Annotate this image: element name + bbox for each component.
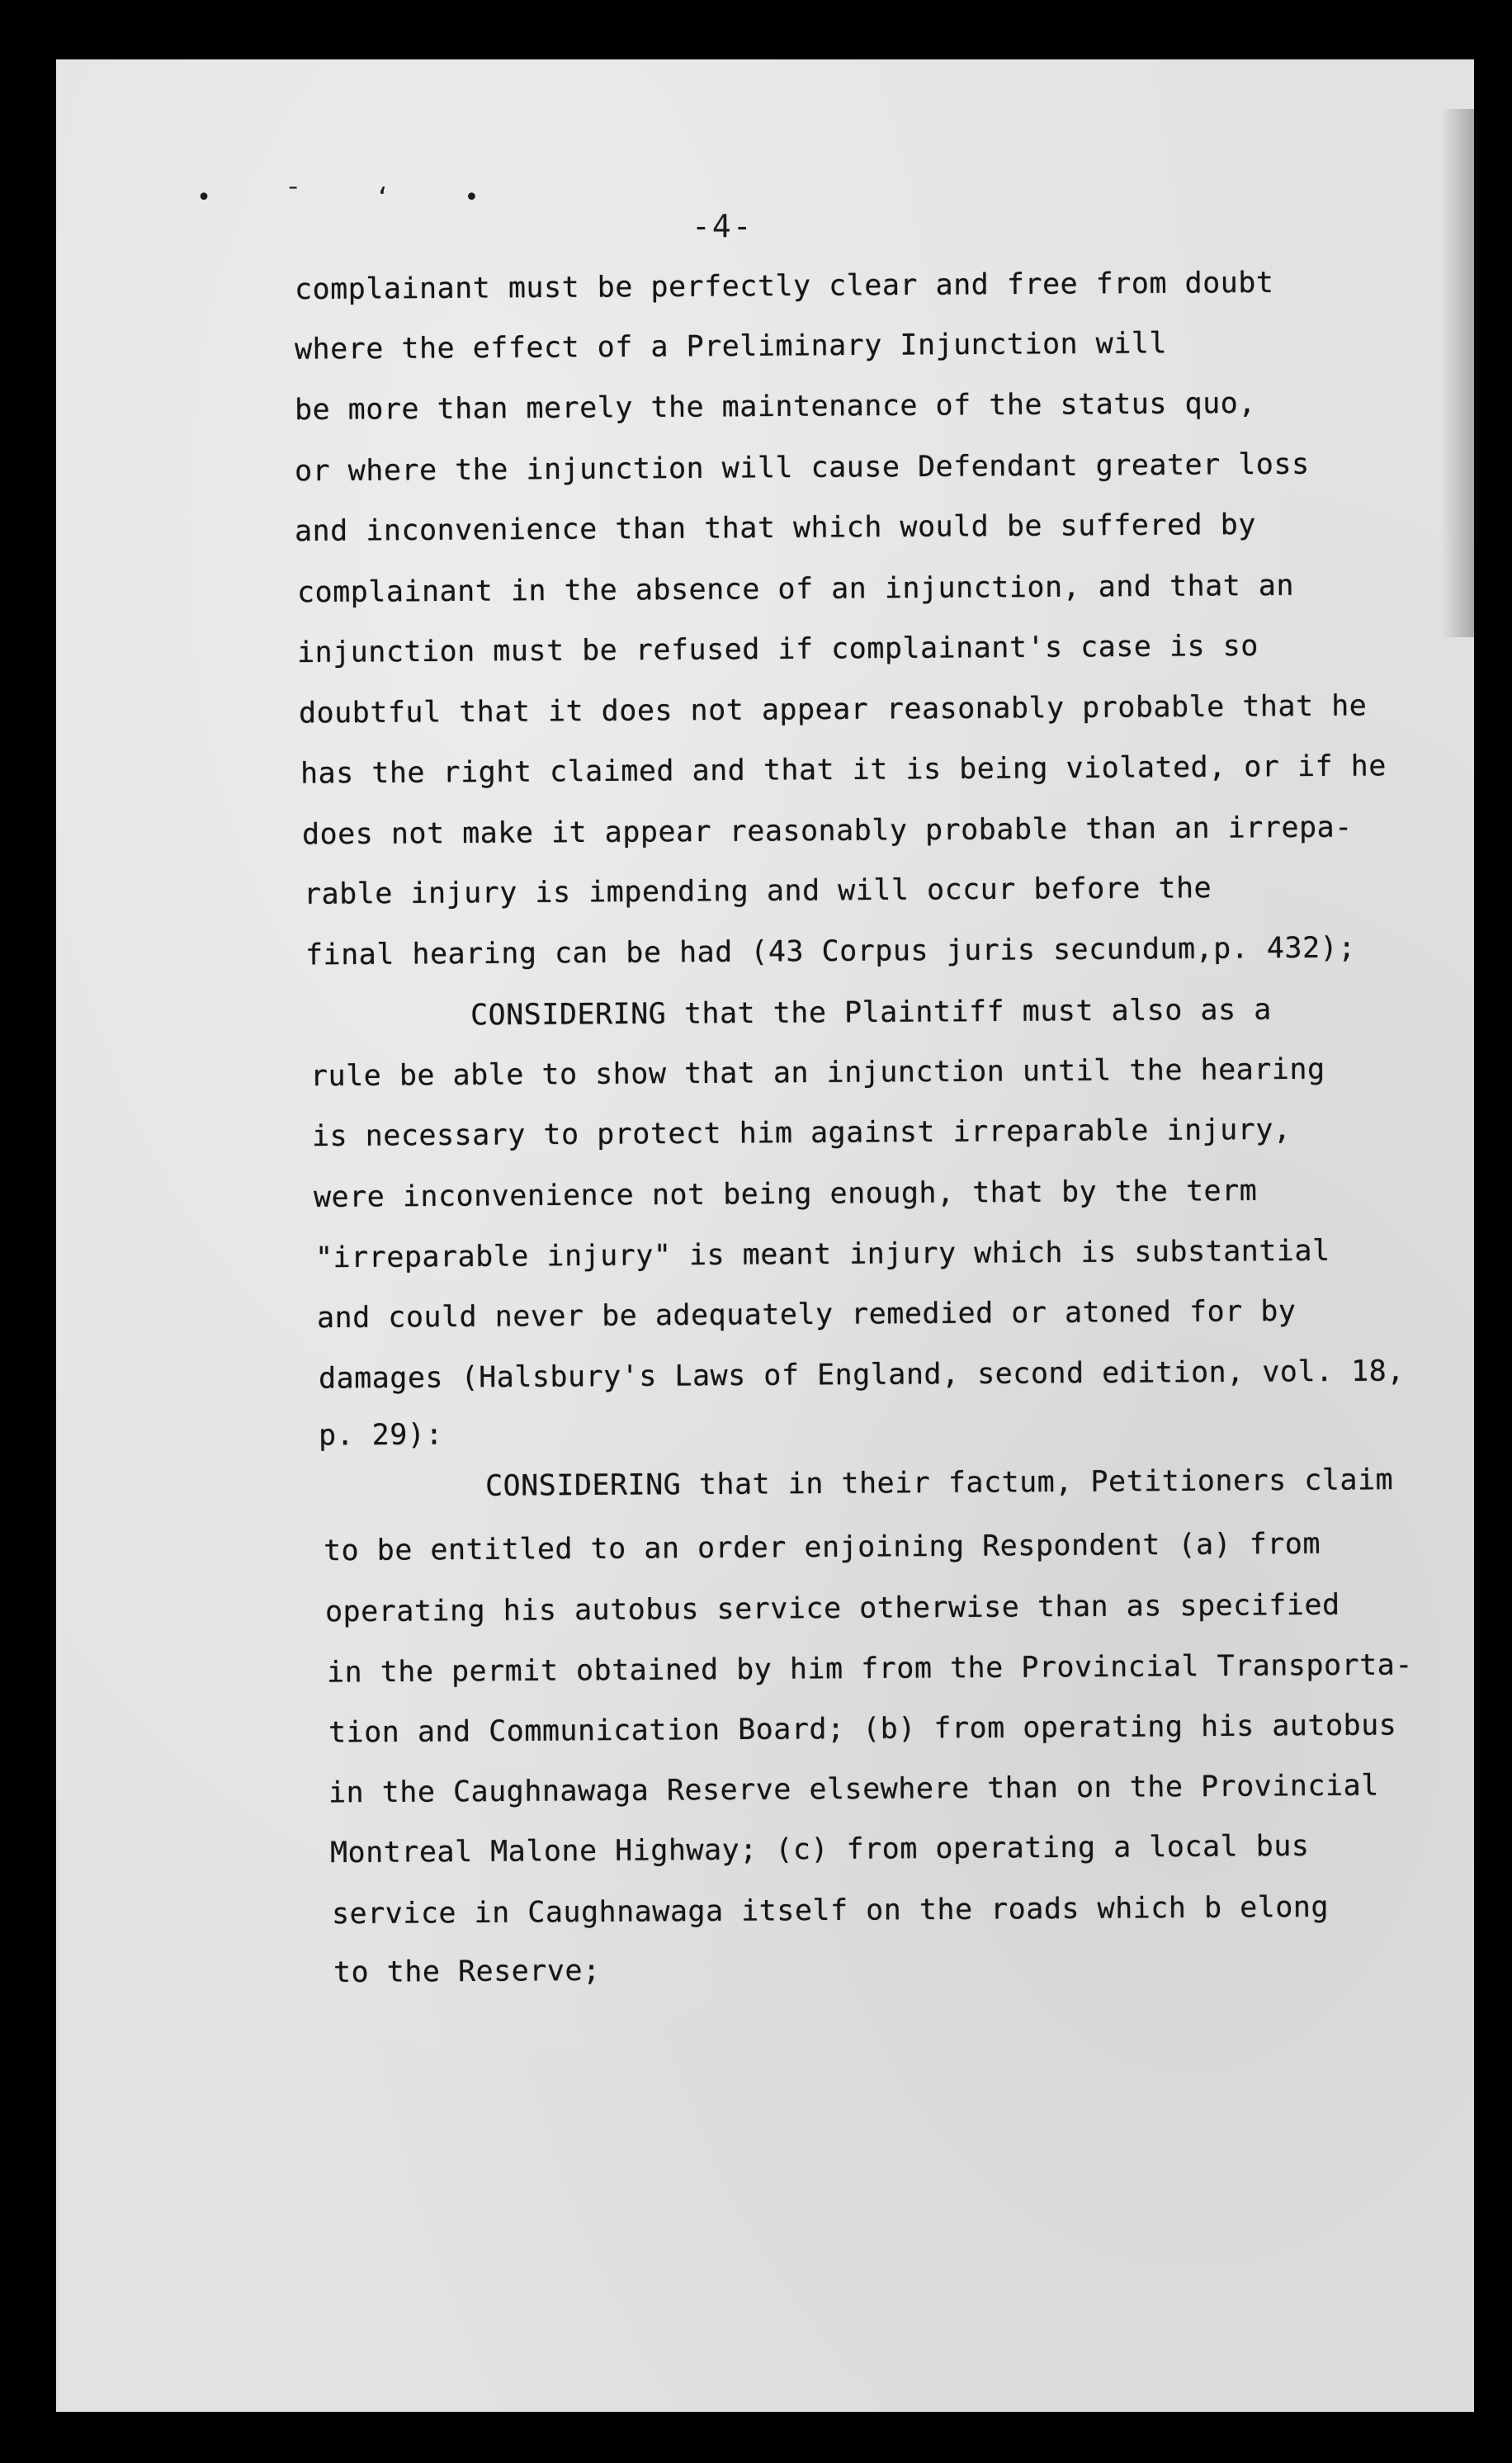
page-number: -4- bbox=[692, 208, 754, 244]
text-line: p. 29): bbox=[318, 1418, 444, 1453]
text-line: and could never be adequately remedied or atoned for by bbox=[316, 1294, 1297, 1336]
text-line: is necessary to protect him against irreparable injury, bbox=[311, 1113, 1292, 1154]
text-line: service in Caughnawaga itself on the roads which b elong bbox=[331, 1890, 1330, 1931]
text-line: in the Caughnawaga Reserve elsewhere than on the Provincial bbox=[328, 1769, 1379, 1810]
text-line: final hearing can be had (43 Corpus juris secundum,p. 432); bbox=[305, 931, 1356, 972]
text-line: rule be able to show that an injunction until the hearing bbox=[309, 1052, 1325, 1094]
text-line: rable injury is impending and will occur before the bbox=[303, 872, 1212, 911]
text-line: Montreal Malone Highway; (c) from operating a local bus bbox=[329, 1829, 1310, 1870]
text-line: tion and Communication Board; (b) from operating his autobus bbox=[328, 1709, 1397, 1750]
text-line: has the right claimed and that it is being violated, or if he bbox=[300, 749, 1387, 791]
text-line: doubtful that it does not appear reasonably probable that he bbox=[298, 689, 1368, 730]
text-line: damages (Halsbury's Laws of England, second edition, vol. 18, bbox=[318, 1354, 1406, 1396]
text-line: or where the injunction will cause Defendant greater loss bbox=[294, 447, 1310, 489]
text-line: complainant in the absence of an injunction, and that an bbox=[296, 569, 1295, 610]
text-line: does not make it appear reasonably probable than an irrepa- bbox=[301, 811, 1353, 852]
text-line: were inconvenience not being enough, that by the term bbox=[313, 1175, 1258, 1214]
page-edge-shadow bbox=[1441, 109, 1474, 637]
text-line: be more than merely the maintenance of the status quo, bbox=[294, 386, 1257, 428]
text-line: where the effect of a Preliminary Injunction will bbox=[294, 327, 1168, 366]
stray-marks: • ˉ ‘ • bbox=[196, 183, 509, 212]
text-line: "irreparable injury" is meant injury which is substantial bbox=[314, 1234, 1330, 1275]
text-line: CONSIDERING that in their factum, Petitioners claim bbox=[484, 1463, 1394, 1503]
text-line: CONSIDERING that the Plaintiff must also as a bbox=[470, 993, 1272, 1033]
text-line: in the permit obtained by him from the Provincial Transporta- bbox=[326, 1648, 1414, 1690]
text-line: operating his autobus service otherwise than as specified bbox=[324, 1588, 1340, 1629]
text-line: to be entitled to an order enjoining Respondent (a) from bbox=[323, 1527, 1321, 1568]
text-line: and inconvenience than that which would be suffered by bbox=[294, 508, 1257, 549]
text-line: complainant must be perfectly clear and free from doubt bbox=[294, 266, 1274, 307]
text-line: to the Reserve; bbox=[333, 1954, 601, 1990]
text-line: injunction must be refused if complainant's case is so bbox=[296, 629, 1259, 670]
